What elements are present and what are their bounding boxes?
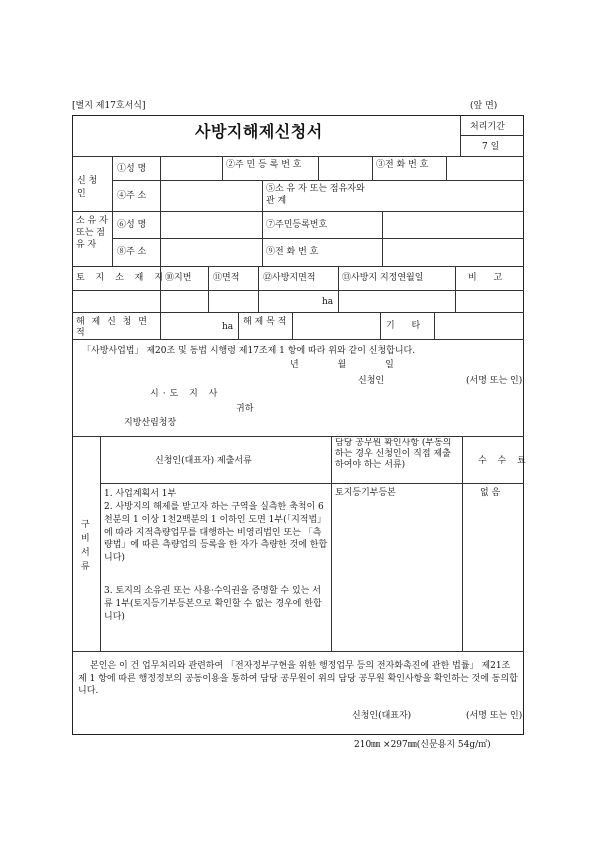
land-date-label: ⑬사방지 지정연월일	[342, 273, 424, 283]
fee-header: 수 수 료	[478, 456, 530, 466]
land-lot-label: ⑩지번	[165, 273, 192, 283]
document-item: 2. 사방지의 해제를 받고자 하는 구역을 실측한 축척이 6천분의 1 이상 1천2백분의 1 이하인 도면 1부(「지적법」에 따라 지적측량업무를 대행하는 비영리법인 또는 「측량법」에 따른 측량업의 등록을 한 자가 측량한 것에 한합니다)	[104, 502, 328, 564]
release-purpose-label: 해 제 목 적	[243, 317, 287, 327]
land-location-label: 토 지 소 재 지	[76, 273, 167, 283]
addressee-governor: 시·도 지 사	[150, 389, 222, 399]
owner-address-label: ⑧주 소	[117, 247, 147, 257]
paper-spec: 210㎜ ×297㎜(신문용지 54g/㎡)	[354, 740, 491, 750]
addressee-honorific: 귀하	[236, 404, 254, 414]
applicant-address-label: ④주 소	[117, 191, 147, 201]
land-remarks-label: 비 고	[468, 273, 510, 283]
land-area-label: ⑪면적	[213, 273, 240, 283]
consent-signature: (서명 또는 인)	[466, 711, 523, 721]
consent-text: 본인은 이 건 업무처리와 관련하여 「전자정부구현을 위한 행정업무 등의 전자화촉진에 관한 법률」 제21조제 1 항에 따른 행정정보의 공동이용을 통하여 담당 공무원이 위의 담당 공무원 확인사항을 확인하는 것에 동의합니다.	[78, 661, 518, 696]
owner-phone-label: ⑨전 화 번 호	[266, 247, 319, 257]
page-side: (앞 면)	[470, 101, 498, 111]
statement-text: 「사방사업법」 제20조 및 동법 시행령 제17조제 1 항에 따라 위와 같이 신청합니다.	[82, 346, 416, 356]
processing-label: 처리기간	[470, 122, 505, 132]
applicant-relation-label: ⑤소 유 자 또는 점유자와 관 계	[266, 184, 365, 206]
owner-section-label: 소 유 자 또는 점 유 자	[76, 216, 108, 250]
document-item: 3. 토지의 소유권 또는 사용·수익권을 증명할 수 있는 서류 1부(토지등기부등본으로 확인할 수 없는 경우에 한합니다)	[104, 586, 322, 622]
statement-signature: (서명 또는 인)	[466, 376, 523, 386]
documents-side-label: 구 비 서 류	[81, 520, 90, 572]
land-erosion-label: ⑫사방지면적	[263, 273, 316, 283]
addressee-forest-office: 지방산림청장	[124, 418, 177, 428]
release-unit: ha	[222, 322, 234, 332]
page-title: 사방지해제신청서	[195, 122, 323, 141]
form-number: [별지 제17호서식]	[72, 101, 146, 111]
confirm-header: 담당 공무원 확인사항 (부동의하는 경우 신청인이 직접 제출하여야 하는 서류)	[335, 438, 452, 470]
applicant-section-label: 신 청 인	[77, 176, 98, 199]
owner-name-label: ⑥성 명	[117, 220, 147, 230]
owner-reg-label: ⑦주민등록번호	[266, 220, 328, 230]
applicant-phone-label: ③전 화 번 호	[376, 160, 429, 170]
document-item: 1. 사업계획서 1부	[104, 489, 177, 499]
statement-date: 년 월 일	[290, 360, 394, 370]
applicant-name-label: ①성 명	[117, 164, 147, 174]
release-etc-label: 기 타	[386, 321, 428, 331]
statement-applicant: 신청인	[358, 376, 385, 386]
release-area-label: 해 제 신 청 면 적	[76, 317, 149, 338]
fee-value: 없 음	[480, 488, 501, 498]
land-unit: ha	[322, 297, 334, 307]
confirm-item: 토지등기부등본	[335, 488, 396, 498]
processing-value: 7 일	[482, 142, 500, 152]
applicant-reg-label: ②주 민 등 록 번 호	[226, 160, 302, 170]
consent-signer: 신청인(대표자)	[352, 711, 412, 721]
submit-header: 신청인(대표자) 제출서류	[155, 456, 252, 466]
